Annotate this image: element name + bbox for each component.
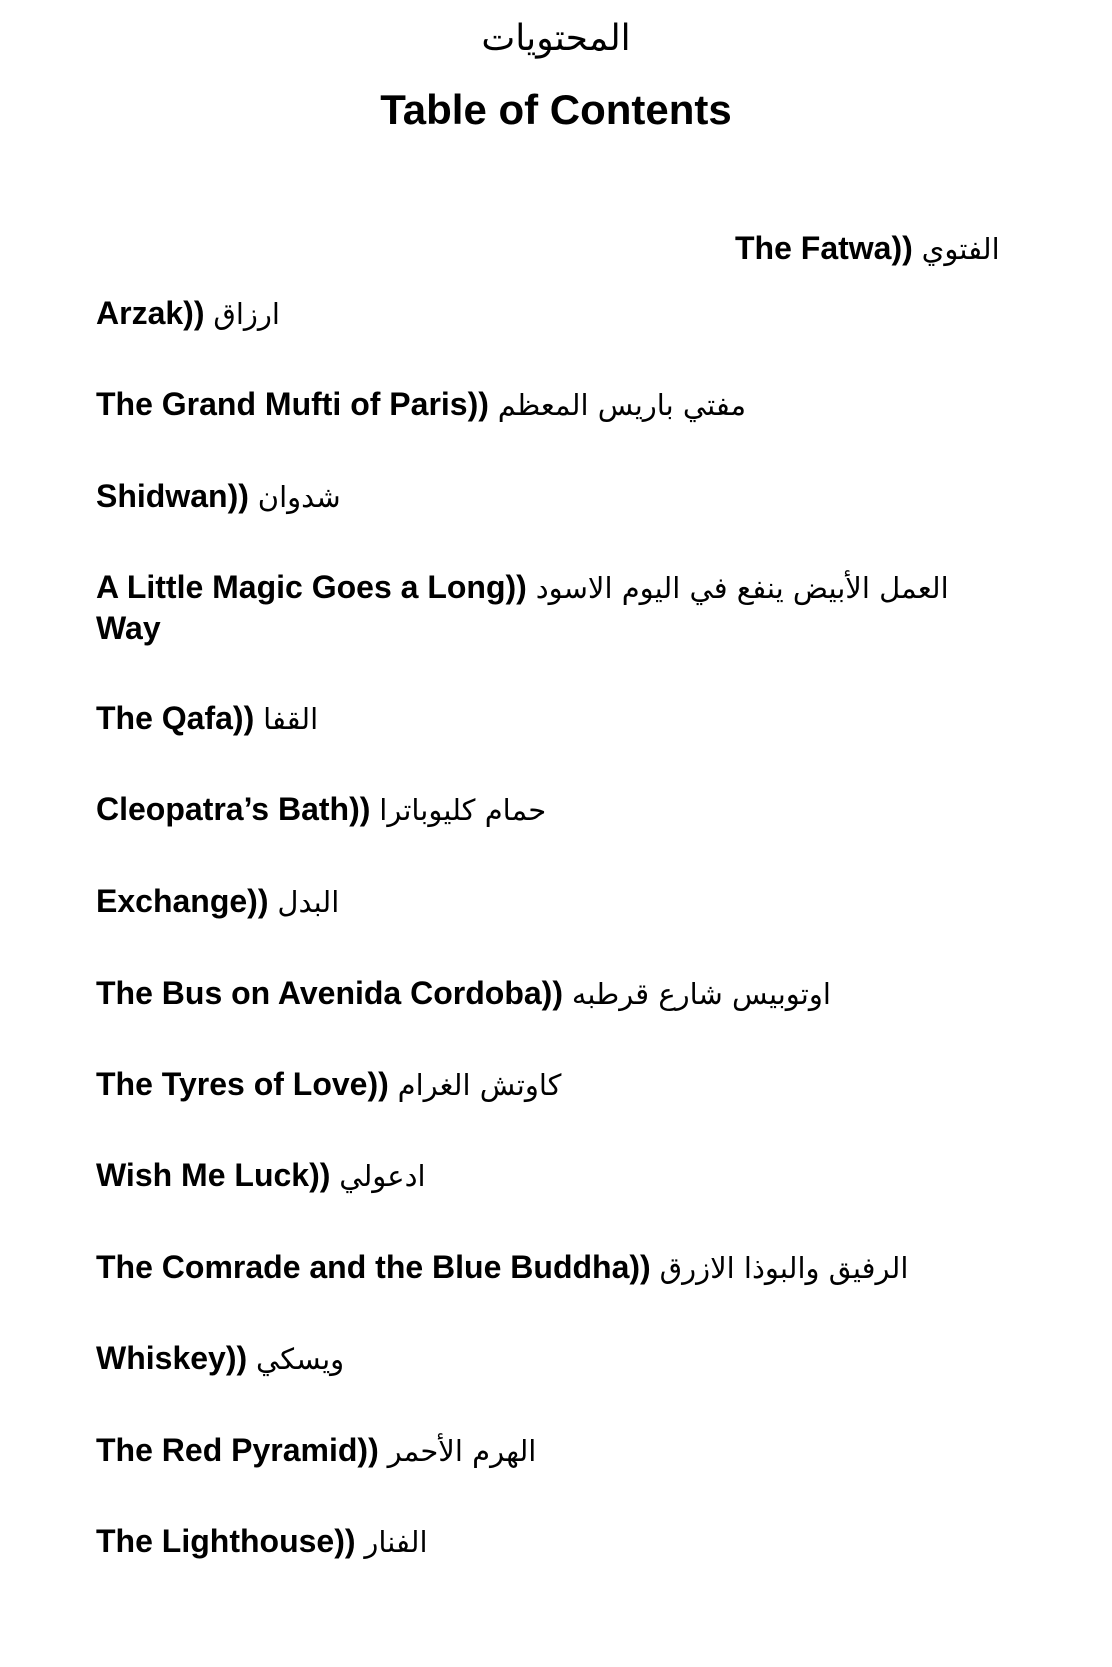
toc-entry-comrade-blue-buddha — [96, 1246, 1016, 1289]
toc-entry-english: The Bus on Avenida Cordoba)) — [96, 975, 563, 1011]
toc-entry-english: The Grand Mufti of Paris)) — [96, 386, 489, 422]
toc-entry-english: Arzak)) — [96, 295, 205, 331]
toc-entry-english: The Tyres of Love)) — [96, 1066, 389, 1102]
toc-entry-arabic: الرفيق والبوذا الازرق — [659, 1251, 909, 1285]
toc-entry-arabic: كاوتش الغرام — [397, 1068, 562, 1102]
toc-entry-english: A Little Magic Goes a Long)) — [96, 569, 527, 605]
toc-entry-arabic: حمام كليوباترا — [379, 793, 547, 827]
toc-entry-arzak — [96, 292, 1016, 335]
toc-entry-english: Wish Me Luck)) — [96, 1157, 331, 1193]
toc-entry-arabic: العمل الأبيض ينفع في اليوم الاسود — [535, 571, 949, 605]
page-title: Table of Contents — [380, 86, 732, 133]
toc-entry-grand-mufti — [96, 383, 1016, 426]
toc-entry-arabic: مفتي باريس المعظم — [497, 388, 747, 422]
toc-entry-english: The Qafa)) — [96, 700, 255, 736]
toc-entry-english: The Fatwa)) — [735, 230, 913, 266]
toc-entry-whiskey — [96, 1337, 1016, 1380]
toc-entry-arabic: ارزاق — [213, 297, 280, 331]
toc-entry-english: Shidwan)) — [96, 478, 249, 514]
toc-entry-arabic: البدل — [277, 885, 340, 919]
toc-entry-arabic: ادعولي — [339, 1159, 426, 1193]
toc-entry-cleopatras-bath — [96, 788, 1016, 831]
toc-entry-english: Whiskey)) — [96, 1340, 248, 1376]
toc-entry-red-pyramid — [96, 1429, 1016, 1472]
toc-entry-arabic: الفنار — [364, 1525, 428, 1559]
toc-entry-arabic: اوتوبيس شارع قرطبه — [571, 977, 831, 1011]
toc-entry-english: Exchange)) — [96, 883, 269, 919]
toc-entry-the-fatwa — [735, 227, 1035, 270]
toc-entry-arabic: القفا — [263, 702, 319, 736]
toc-entry-arabic: الهرم الأحمر — [387, 1434, 537, 1468]
toc-entry-english-continued: Way — [96, 610, 161, 646]
toc-entry-english: The Comrade and the Blue Buddha)) — [96, 1249, 651, 1285]
toc-entry-english: Cleopatra’s Bath)) — [96, 791, 371, 827]
toc-entry-exchange — [96, 880, 1016, 923]
toc-entry-tyres-of-love — [96, 1063, 1016, 1106]
toc-entry-arabic: ويسكي — [256, 1342, 345, 1376]
toc-entry-little-magic — [96, 567, 1016, 648]
toc-entry-wish-me-luck — [96, 1154, 1016, 1197]
toc-entry-bus-avenida-cordoba — [96, 972, 1016, 1015]
toc-entry-shidwan — [96, 475, 1016, 518]
toc-entry-arabic: شدوان — [257, 480, 341, 514]
toc-entry-arabic: الفتوي — [921, 232, 1000, 266]
toc-entry-the-qafa — [96, 697, 1016, 740]
toc-entry-english: The Red Pyramid)) — [96, 1432, 379, 1468]
toc-entry-lighthouse — [96, 1520, 1016, 1563]
page-title-arabic: المحتويات — [481, 18, 631, 59]
toc-entry-english: The Lighthouse)) — [96, 1523, 356, 1559]
